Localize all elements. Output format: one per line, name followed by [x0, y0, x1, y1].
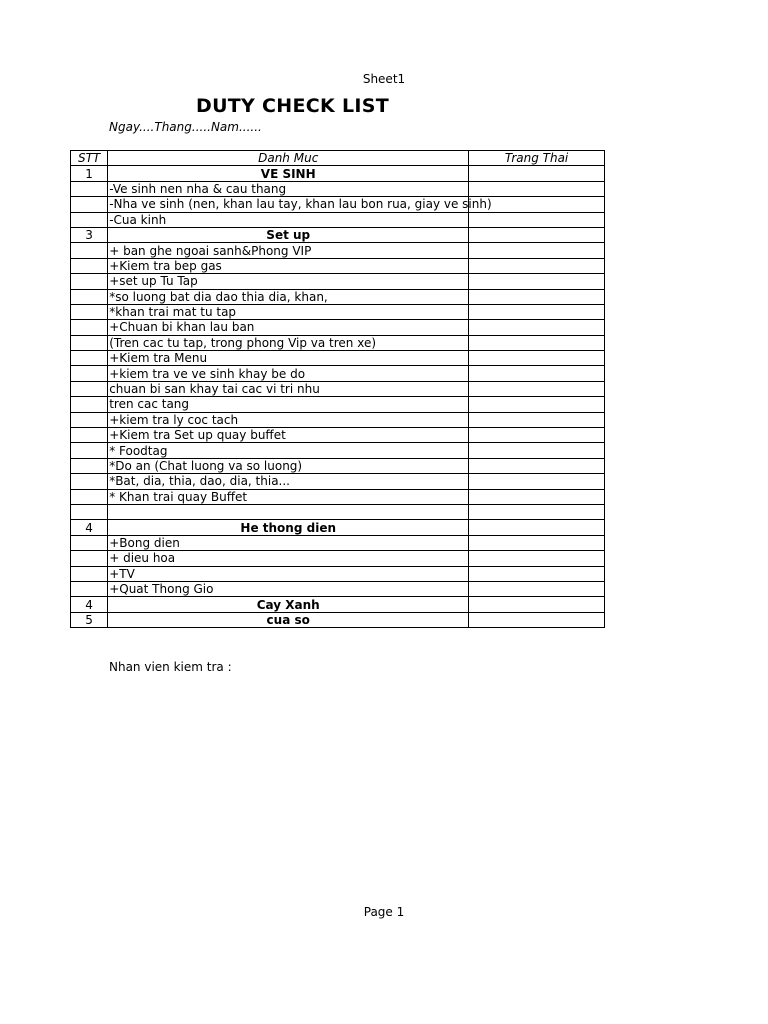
table-header-row	[71, 151, 605, 166]
task-item-cell: -Cua kinh	[108, 212, 469, 227]
status-cell[interactable]	[469, 227, 605, 242]
row-stt-cell	[71, 551, 108, 566]
row-stt-cell	[71, 412, 108, 427]
row-stt-cell	[71, 304, 108, 319]
status-cell[interactable]	[469, 551, 605, 566]
status-cell[interactable]	[469, 443, 605, 458]
table-body	[71, 166, 605, 628]
table-row	[71, 366, 605, 381]
table-row	[71, 489, 605, 504]
row-stt-cell	[71, 474, 108, 489]
status-cell[interactable]	[469, 304, 605, 319]
task-item-cell: *khan trai mat tu tap	[108, 304, 469, 319]
sheet-label: Sheet1	[362, 72, 406, 86]
row-stt-cell	[71, 289, 108, 304]
status-cell[interactable]	[469, 274, 605, 289]
task-item-cell: + dieu hoa	[108, 551, 469, 566]
table-row	[71, 274, 605, 289]
status-cell[interactable]	[469, 166, 605, 181]
table-row	[71, 612, 605, 627]
status-cell[interactable]	[469, 351, 605, 366]
table-row	[71, 181, 605, 196]
row-stt-cell	[71, 428, 108, 443]
duty-checklist-table	[70, 150, 605, 628]
row-stt-cell: 4	[71, 597, 108, 612]
status-cell[interactable]	[469, 181, 605, 196]
status-cell[interactable]	[469, 489, 605, 504]
row-stt-cell: 3	[71, 227, 108, 242]
task-item-cell: +Kiem tra Menu	[108, 351, 469, 366]
row-stt-cell	[71, 458, 108, 473]
row-stt-cell	[71, 443, 108, 458]
section-heading-cell: He thong dien	[108, 520, 469, 535]
task-item-cell: *Do an (Chat luong va so luong)	[108, 458, 469, 473]
status-cell[interactable]	[469, 474, 605, 489]
table-row	[71, 535, 605, 550]
table-row	[71, 397, 605, 412]
status-cell[interactable]	[469, 397, 605, 412]
task-item-cell: +Quat Thong Gio	[108, 581, 469, 596]
row-stt-cell	[71, 197, 108, 212]
table-row	[71, 443, 605, 458]
table-row	[71, 504, 605, 519]
column-header-danh-muc: Danh Muc	[108, 151, 469, 166]
row-stt-cell	[71, 366, 108, 381]
page-title: DUTY CHECK LIST	[196, 95, 389, 117]
row-stt-cell: 5	[71, 612, 108, 627]
row-stt-cell	[71, 489, 108, 504]
column-header-stt: STT	[71, 151, 108, 166]
row-stt-cell	[71, 258, 108, 273]
task-item-cell: * Foodtag	[108, 443, 469, 458]
section-heading-cell: Cay Xanh	[108, 597, 469, 612]
status-cell[interactable]	[469, 597, 605, 612]
task-item-cell: +kiem tra ve ve sinh khay be do	[108, 366, 469, 381]
task-item-cell: +Kiem tra bep gas	[108, 258, 469, 273]
status-cell[interactable]	[469, 381, 605, 396]
status-cell[interactable]	[469, 520, 605, 535]
row-stt-cell	[71, 274, 108, 289]
column-header-trang-thai: Trang Thai	[469, 151, 605, 166]
task-item-cell: +set up Tu Tap	[108, 274, 469, 289]
task-item-cell: +Chuan bi khan lau ban	[108, 320, 469, 335]
table-row	[71, 197, 605, 212]
task-item-cell: +Bong dien	[108, 535, 469, 550]
row-stt-cell	[71, 320, 108, 335]
date-line: Ngay....Thang.....Nam......	[109, 120, 262, 134]
table-row	[71, 166, 605, 181]
status-cell[interactable]	[469, 428, 605, 443]
status-cell[interactable]	[469, 504, 605, 519]
section-heading-cell: Set up	[108, 227, 469, 242]
task-item-cell: + ban ghe ngoai sanh&Phong VIP	[108, 243, 469, 258]
task-item-cell: tren cac tang	[108, 397, 469, 412]
status-cell[interactable]	[469, 320, 605, 335]
table-row	[71, 289, 605, 304]
status-cell[interactable]	[469, 212, 605, 227]
task-item-cell: +Kiem tra Set up quay buffet	[108, 428, 469, 443]
table-row	[71, 566, 605, 581]
table-row	[71, 474, 605, 489]
row-stt-cell	[71, 581, 108, 596]
row-stt-cell	[71, 381, 108, 396]
status-cell[interactable]	[469, 535, 605, 550]
row-stt-cell: 4	[71, 520, 108, 535]
status-cell[interactable]	[469, 581, 605, 596]
row-stt-cell	[71, 351, 108, 366]
task-item-cell: *Bat, dia, thia, dao, dia, thia...	[108, 474, 469, 489]
row-stt-cell	[71, 504, 108, 519]
task-item-cell: +kiem tra ly coc tach	[108, 412, 469, 427]
task-item-cell: chuan bi san khay tai cac vi tri nhu	[108, 381, 469, 396]
table-row	[71, 458, 605, 473]
table-row	[71, 351, 605, 366]
task-item-cell	[108, 504, 469, 519]
status-cell[interactable]	[469, 566, 605, 581]
row-stt-cell: 1	[71, 166, 108, 181]
table-row	[71, 428, 605, 443]
row-stt-cell	[71, 335, 108, 350]
table-row	[71, 412, 605, 427]
task-item-cell: -Ve sinh nen nha & cau thang	[108, 181, 469, 196]
status-cell[interactable]	[469, 289, 605, 304]
row-stt-cell	[71, 181, 108, 196]
table-row	[71, 320, 605, 335]
row-stt-cell	[71, 243, 108, 258]
status-cell[interactable]	[469, 612, 605, 627]
table-row	[71, 212, 605, 227]
status-cell[interactable]	[469, 258, 605, 273]
table-row	[71, 304, 605, 319]
section-heading-cell: VE SINH	[108, 166, 469, 181]
row-stt-cell	[71, 212, 108, 227]
row-stt-cell	[71, 535, 108, 550]
status-cell[interactable]	[469, 243, 605, 258]
task-item-cell: +TV	[108, 566, 469, 581]
status-cell[interactable]	[469, 412, 605, 427]
task-item-cell: * Khan trai quay Buffet	[108, 489, 469, 504]
status-cell[interactable]	[469, 366, 605, 381]
task-item-cell: (Tren cac tu tap, trong phong Vip va tren xe)	[108, 335, 469, 350]
table-row	[71, 258, 605, 273]
table-row	[71, 335, 605, 350]
status-cell[interactable]	[469, 458, 605, 473]
row-stt-cell	[71, 397, 108, 412]
task-item-cell: *so luong bat dia dao thia dia, khan,	[108, 289, 469, 304]
task-item-cell: -Nha ve sinh (nen, khan lau tay, khan lau bon rua, giay ve sinh)	[109, 197, 492, 212]
page-number: Page 1	[363, 905, 405, 919]
table-row	[71, 597, 605, 612]
status-cell[interactable]	[469, 335, 605, 350]
table-row	[71, 551, 605, 566]
table-row	[71, 520, 605, 535]
table-row	[71, 227, 605, 242]
table-row	[71, 243, 605, 258]
row-stt-cell	[71, 566, 108, 581]
section-heading-cell: cua so	[108, 612, 469, 627]
table-row	[71, 381, 605, 396]
inspector-signature-label: Nhan vien kiem tra :	[109, 660, 232, 674]
table-row	[71, 581, 605, 596]
